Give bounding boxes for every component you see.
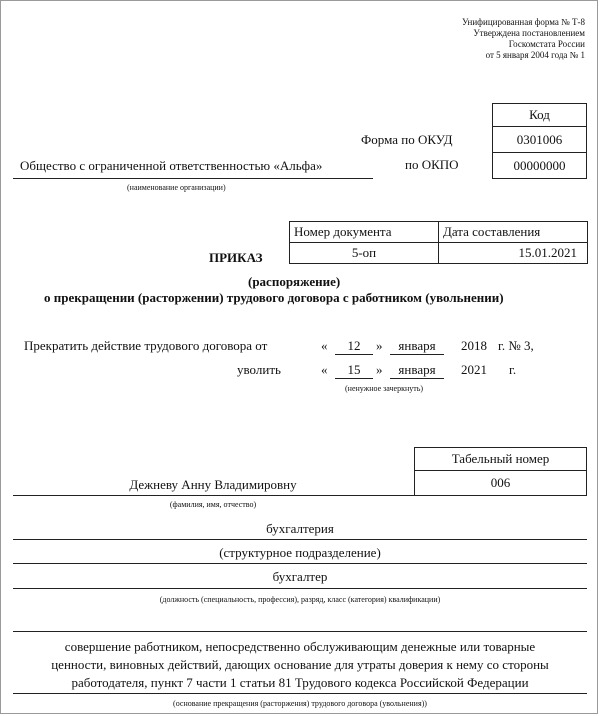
dismiss-month: января [390,362,444,379]
dismiss-year: 2021 [461,362,487,377]
okpo-label: по ОКПО [405,157,459,172]
dismiss-day: 15 [335,362,373,379]
okud-label: Форма по ОКУД [361,132,453,147]
form-header-line: от 5 января 2004 года № 1 [485,50,585,60]
document-title: ПРИКАЗ [209,250,263,265]
department-value: бухгалтерия [266,521,334,536]
position-caption: (должность (специальность, профессия), разряд, класс (категория) квалификации) [159,595,441,604]
organization-caption: (наименование организации) [127,183,226,192]
dismiss-label: уволить [237,362,281,377]
document-subject: о прекращении (расторжении) трудового договора с работником (увольнении) [44,290,504,305]
form-header-line: Госкомстата России [508,39,585,49]
terminate-quote-open: « [321,338,328,353]
dismiss-quote-open: « [321,362,328,377]
terminate-day: 12 [335,338,373,355]
tabel-number-cell [414,470,587,496]
position-underline [13,588,587,589]
doc-number-value: 5-оп [290,243,439,264]
dismiss-note: (ненужное зачеркнуть) [345,384,424,393]
employee-name: Дежневу Анну Владимировну [129,477,297,492]
form-header-line: Утверждена постановлением [473,28,585,38]
dismiss-quote-close: » [376,362,383,377]
terminate-suffix: г. № 3, [498,338,534,353]
tabel-header-cell [414,447,587,471]
basis-line: работодателя, пункт 7 части 1 статьи 81 Трудового кодекса Российской Федерации [71,675,529,690]
code-header-cell [492,103,587,127]
tabel-header: Табельный номер [451,451,550,466]
employee-name-caption: (фамилия, имя, отчество) [169,500,257,509]
tabel-number: 006 [490,475,511,490]
basis-line: совершение работником, непосредственно обслуживающим денежные или товарные [64,639,536,654]
document-table [289,221,588,264]
doc-number-header: Номер документа [290,222,439,243]
dismiss-suffix: г. [509,362,517,377]
organization-underline [13,178,373,179]
form-header-line: Унифицированная форма № Т-8 [461,17,585,27]
organization-name: Общество с ограниченной ответственностью «Альфа» [20,158,323,173]
okpo-value: 00000000 [513,158,566,173]
department-underline [13,539,587,540]
terminate-year: 2018 [461,338,487,353]
okud-cell [492,126,587,153]
basis-text [13,638,587,692]
document-subtitle: (распоряжение) [248,274,341,289]
department-caption: (структурное подразделение) [219,545,381,560]
doc-date-header: Дата составления [439,222,588,243]
basis-caption: (основание прекращения (расторжения) трудового договора (увольнения)) [173,699,427,708]
doc-date-value: 15.01.2021 [439,243,588,264]
code-header-label: Код [529,107,550,122]
okud-value: 0301006 [516,132,563,147]
basis-underline [13,693,587,694]
basis-top-line [13,631,587,632]
terminate-month: января [390,338,444,355]
terminate-label: Прекратить действие трудового договора от [24,338,268,353]
department-caption-underline [13,563,587,564]
okpo-cell [492,152,587,179]
employee-name-underline [13,495,587,496]
basis-line: ценности, виновных действий, дающих основание для утраты доверия к нему со стороны [51,657,549,672]
terminate-quote-close: » [376,338,383,353]
position-value: бухгалтер [272,569,328,584]
form-header [462,17,585,61]
